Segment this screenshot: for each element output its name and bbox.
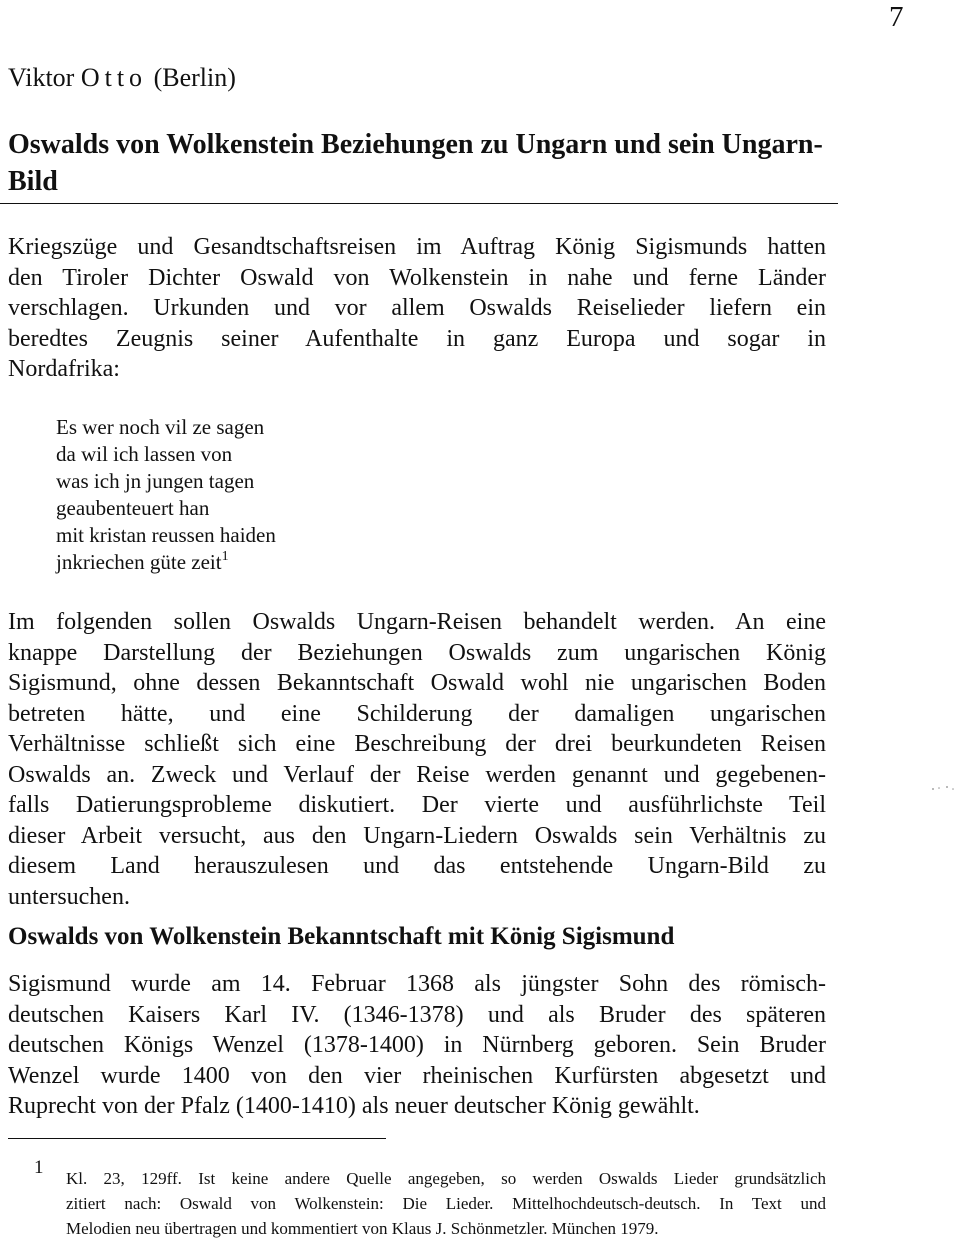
- footnote-text: [66, 1166, 826, 1241]
- verse-line: geaubenteuert han: [56, 496, 210, 520]
- text-line: verschlagen. Urkunden und vor allem Oswalds Reiselieder liefern ein: [8, 295, 826, 321]
- text-line: Sigismund, ohne dessen Bekanntschaft Oswald wohl nie ungarischen Boden: [8, 670, 826, 696]
- verse-quote: [56, 414, 276, 576]
- page-number: 7: [889, 1, 904, 33]
- section-heading: Oswalds von Wolkenstein Bekanntschaft mit König Sigismund: [8, 923, 675, 950]
- text-line: betreten hätte, und eine Schilderung der damaligen ungarischen: [8, 700, 826, 727]
- section-paragraph: [8, 969, 826, 1122]
- verse-line: mit kristan reussen haiden: [56, 523, 276, 547]
- text-line: knappe Darstellung der Beziehungen Oswalds zum ungarischen König: [8, 639, 826, 666]
- text-line: Verhältnisse schließt sich eine Beschreibung der drei beurkundeten Reisen: [8, 731, 826, 757]
- author-affiliation: (Berlin): [153, 63, 236, 92]
- footnote-reference: 1: [221, 549, 229, 564]
- text-line: deutschen Kaisers Karl IV. (1346-1378) und als Bruder des späteren: [8, 1001, 826, 1028]
- text-line: dieser Arbeit versucht, aus den Ungarn-Liedern Oswalds sein Verhältnis zu: [8, 822, 826, 849]
- verse-line: was ich jn jungen tagen: [56, 469, 255, 493]
- verse-line-with-ref: [56, 549, 276, 576]
- author-first-name: Viktor: [8, 63, 75, 92]
- author-line: [8, 62, 236, 94]
- footnote-line: Melodien neu übertragen und kommentiert von Klaus J. Schönmetzler. München 1979.: [66, 1219, 659, 1238]
- text-line: den Tiroler Dichter Oswald von Wolkenstein in nahe und ferne Länder: [8, 264, 826, 291]
- author-last-name: Otto: [80, 63, 148, 92]
- body-paragraph: [8, 607, 826, 912]
- footnote-divider: [8, 1138, 386, 1139]
- intro-paragraph: [8, 232, 826, 385]
- verse-line: Es wer noch vil ze sagen: [56, 415, 265, 439]
- verse-line: jnkriechen güte zeit: [56, 550, 222, 574]
- text-line: Wenzel wurde 1400 von den vier rheinischen Kurfürsten abgesetzt und: [8, 1062, 826, 1089]
- text-line: Nordafrika:: [8, 356, 120, 382]
- text-line: Sigismund wurde am 14. Februar 1368 als jüngster Sohn des römisch-: [8, 971, 826, 997]
- text-line: Im folgenden sollen Oswalds Ungarn-Reisen behandelt werden. An eine: [8, 609, 826, 635]
- scan-speck-icon: [930, 783, 956, 793]
- verse-line: da wil ich lassen von: [56, 442, 233, 466]
- footnote-mark: 1: [34, 1157, 44, 1178]
- article-title: Oswalds von Wolkenstein Beziehungen zu Ungarn und sein Ungarn-Bild: [8, 129, 823, 197]
- text-line: diesem Land herauszulesen und das entstehende Ungarn-Bild zu: [8, 853, 826, 879]
- text-line: Ruprecht von der Pfalz (1400-1410) als neuer deutscher König gewählt.: [8, 1093, 700, 1119]
- footnote-line: Kl. 23, 129ff. Ist keine andere Quelle angegeben, so werden Oswalds Lieder grundsätzlich: [66, 1169, 826, 1188]
- title-underline: [0, 203, 838, 204]
- text-line: beredtes Zeugnis seiner Aufenthalte in ganz Europa und sogar in: [8, 325, 826, 352]
- text-line: falls Datierungsprobleme diskutiert. Der vierte und ausführlichste Teil: [8, 792, 826, 818]
- footnote-line: zitiert nach: Oswald von Wolkenstein: Die Lieder. Mittelhochdeutsch-deutsch. In Text und: [66, 1194, 826, 1213]
- text-line: deutschen Königs Wenzel (1378-1400) in Nürnberg geboren. Sein Bruder: [8, 1032, 826, 1058]
- text-line: Kriegszüge und Gesandtschaftsreisen im Auftrag König Sigismunds hatten: [8, 234, 826, 260]
- text-line: Oswalds an. Zweck und Verlauf der Reise werden genannt und gegebenen-: [8, 761, 826, 788]
- text-line: untersuchen.: [8, 883, 130, 910]
